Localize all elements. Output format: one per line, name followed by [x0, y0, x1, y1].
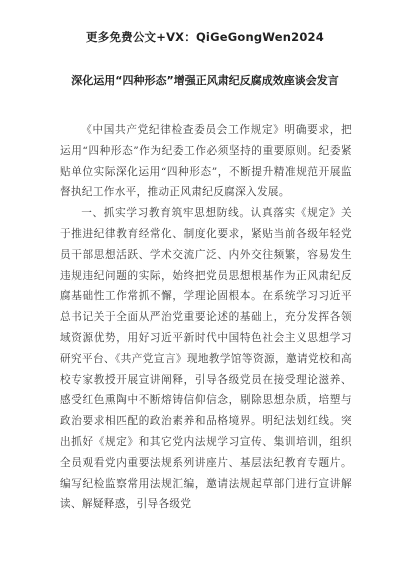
body-paragraph: 一、抓实学习教育筑牢思想防线。认真落实《规定》关于推进纪律教育经常化、制度化要求，紧贴当前各级年轻党员干部思想活跃、学术交流广泛、内外交往频繁，容易发生违规违纪问题的实际，始终把党员思想根基作为正风肃纪反腐基础性工作常抓不懈，学理论固根本。在系统学习习近平总书记关于全面从严治党重要论述的基础上，充分发挥各领域资源优势，用好习近平新时代中国特色社会主义思想学习研究平台、《共产党宣言》现地教学馆等资源，邀请党校和高校专家教授开展宣讲阐释，引导各级党员在接受理论滋养、感受红色熏陶中不断熔铸信仰信念，剔除思想杂质，培塑与政治要求相匹配的政治素养和品格境界。明纪法划红线。突出抓好《规定》和其它党内法规学习宣传、集训培训，组织全员观看党内重要法规系列讲座片、基层法纪教育专题片。编写纪检监察常用法规汇编，邀请法规起草部门进行宣讲解读、解疑释惑，引导各级党 [60, 207, 352, 511]
header-note: 更多免费公文+VX：QiGeGongWen2024 [86, 30, 324, 44]
document-title: 深化运用“四种形态”增强正风肃纪反腐成效座谈会发言 [71, 74, 339, 87]
document-body [60, 120, 352, 515]
body-paragraph: 《中国共产党纪律检查委员会工作规定》明确要求，把运用“四种形态”作为纪委工作必须坚持的重要原则。纪委紧贴单位实际深化运用“四种形态”，不断提升精准规范开展监督执纪工作水平，推动正风肃纪反腐深入发展。 [60, 124, 352, 199]
